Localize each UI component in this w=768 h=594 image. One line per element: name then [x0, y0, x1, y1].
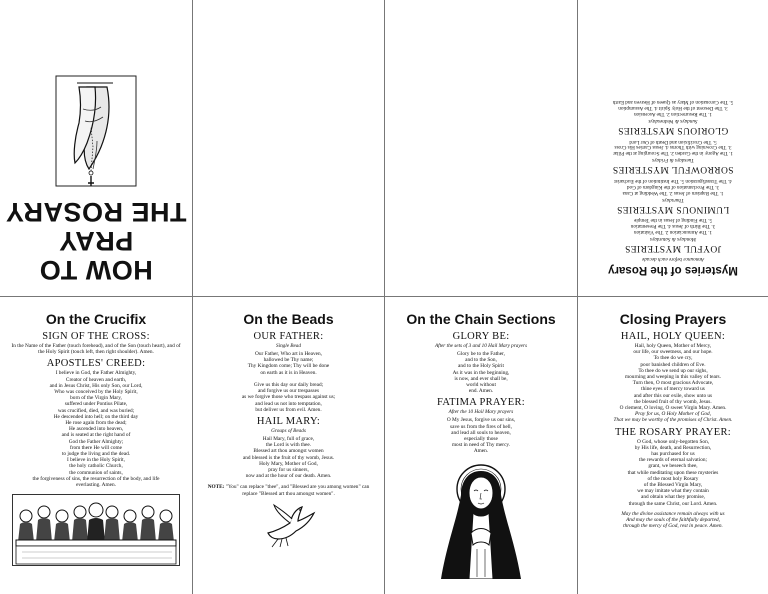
cover-title: HOW TO PRAY THE ROSARY [5, 197, 187, 285]
mysteries-title: Mysteries of the Rosary [608, 264, 738, 276]
fatima-prayer-subtitle: After the 10 Hail Mary prayers [448, 409, 514, 416]
sign-of-cross-text: In the Name of the Father (touch forehead), and of the Son (touch heart), and of the Holy Spirit (touch left, then right shoulder). Amen. [11, 343, 181, 356]
praying-hands-icon [55, 75, 137, 187]
hail-mary-subtitle: Groups of Beads [271, 428, 306, 435]
rosary-prayer-text: O God, whose only-begotten Son, by His life, death, and Resurrection, has purchased for us the rewards of eternal salvation; grant, we beseech thee, that while meditating upon these mysteries of the most holy Rosary of the Blessed Virgin Mary, we may imitate what they contain and obtain what they promise, through the same Christ, our Lord. Amen. [627, 438, 719, 507]
praying-hands-illustration [55, 75, 137, 187]
chain-title: On the Chain Sections [406, 311, 556, 327]
dove-illustration [262, 503, 316, 549]
beads-title: On the Beads [243, 311, 334, 327]
mysteries-panel [578, 0, 768, 296]
our-father-text: Our Father, Who art in Heaven, hallowed be Thy name; Thy Kingdom come; Thy will be done on earth as it is in Heaven. Give us this day our daily bread; and forgive us our trespasses as we forgive those who trespass against us; and lead us not into temptation, but deliver us from evil. Amen. [241, 351, 336, 413]
our-father-subtitle: Single Bead [276, 343, 301, 349]
sorrowful-heading: SORROWFUL MYSTERIES [612, 164, 734, 175]
hail-mary-text: Hail Mary, full of grace, the Lord is with thee. Blessed art thou amongst women and blessed is the fruit of thy womb, Jesus. Holy Mary, Mother of God, pray for us sinners, now and at the hour of our death. Amen. [242, 436, 335, 480]
luminous-lines: 1. The Baptism of Jesus 2. The Wedding at Cana 3. The Proclamation of the Kingdom of God 4. The Transfiguration 5. The Institution of the Eucharist [614, 178, 732, 196]
chain-panel [385, 297, 577, 594]
glorious-days: Sundays & Wednesdays [648, 117, 698, 124]
last-supper-icon [12, 494, 180, 566]
glorious-lines: 1. The Resurrection 2. The Ascension 3. The Descent of the Holy Spirit 4. The Assumption 5. The Coronation of Mary as Queen of Heaven and Earth [612, 99, 734, 117]
beads-note [201, 484, 376, 496]
sign-of-cross-heading: SIGN OF THE CROSS: [42, 331, 150, 342]
hail-holy-queen-heading: HAIL, HOLY QUEEN: [620, 331, 726, 342]
joyful-days: Mondays & Saturdays [649, 236, 697, 242]
joyful-lines: 1. The Annunciation 2. The Visitation 3. The Birth of Jesus 4. The Presentation 5. The Finding of Jesus in the Temple [630, 217, 716, 235]
virgin-mary-illustration [433, 459, 529, 579]
blank-panel-2 [385, 0, 577, 296]
note-label: NOTE: [207, 484, 225, 491]
luminous-heading: LUMINOUS MYSTERIES [616, 203, 730, 214]
hail-holy-queen-italic: Pray for us, O Holy Mother of God, That we may be worthy of the promises of Christ. Amen. [613, 411, 733, 424]
rosary-prayer-italic: May the divine assistance remain always with us And may the souls of the faithfully departed, through the mercy of God, rest in peace. Amen. [621, 510, 725, 530]
fatima-prayer-heading: FATIMA PRAYER: [437, 397, 525, 409]
closing-title: Closing Prayers [619, 311, 727, 327]
last-supper-illustration [12, 494, 180, 566]
hail-mary-heading: HAIL MARY: [256, 416, 321, 428]
note-text: "You" can replace "thee", and "Blessed are you among women" can replace "Blessed art thou amongst women". [224, 484, 370, 497]
dove-icon [262, 503, 316, 549]
joyful-heading: JOYFUL MYSTERIES [624, 243, 722, 253]
sorrowful-days: Tuesdays & Fridays [652, 157, 694, 164]
closing-panel [578, 297, 768, 594]
luminous-days: Thursdays [662, 196, 684, 203]
sorrowful-lines: 1. The Agony in the Garden 2. The Scourging at the Pillar 3. The Crowning with Thorns 4. Jesus Carries His Cross 5. The Crucifixion and Death of Our Lord [613, 138, 734, 157]
glory-be-heading: GLORY BE: [452, 331, 510, 342]
fatima-prayer-text: O My Jesus, forgive us our sins, save us from the fires of hell, and lead all souls to heaven, especially those most in need of Thy mercy. Amen. [446, 417, 516, 455]
apostles-creed-heading: APOSTLES' CREED: [46, 358, 146, 370]
blank-panel-1 [193, 0, 384, 296]
our-father-heading: OUR FATHER: [253, 331, 324, 342]
mysteries-subtitle: Announce before each decade [641, 256, 705, 262]
apostles-creed-text: I believe in God, the Father Almighty, Creator of heaven and earth, and in Jesus Christ, His only Son, our Lord, Who was conceived by the Holy Spirit, born of the Virgin Mary, suffered under Pontius Pilate, was crucified, died, and was buried; He descended into hell; on the third day He rose again from the dead; He ascended into heaven, and is seated at the right hand of God the Father Almighty; from there He will come to judge the living and the dead. I believe in the Holy Spirit, the holy catholic Church, the communion of saints, the forgiveness of sins, the resurrection of the body, and life everlasting. Amen. [32, 370, 160, 489]
beads-panel [193, 297, 384, 594]
glorious-heading: GLORIOUS MYSTERIES [617, 124, 729, 135]
virgin-mary-icon [433, 459, 529, 579]
crucifix-title: On the Crucifix [45, 311, 147, 327]
glory-be-subtitle: After the sets of 3 and 10 Hail Mary prayers [434, 343, 528, 349]
crucifix-panel [0, 297, 192, 594]
rosary-prayer-heading: THE ROSARY PRAYER: [614, 426, 732, 438]
glory-be-text: Glory be to the Father, and to the Son, and to the Holy Spirit As it was in the beginning, is now, and ever shall be, world without end. Amen. [452, 351, 510, 395]
hail-holy-queen-text: Hail, holy Queen, Mother of Mercy, our life, our sweetness, and our hope. To thee do we cry, poor banished children of Eve. To thee do we send up our sighs, mourning and weeping in this valley of tears. Turn then, O most gracious Advocate, thine eyes of mercy toward us and after this our exile, show unto us the blessed fruit of thy womb, Jesus. O clement, O loving, O sweet Virgin Mary. Amen. [619, 343, 727, 412]
cover-panel [0, 0, 192, 296]
